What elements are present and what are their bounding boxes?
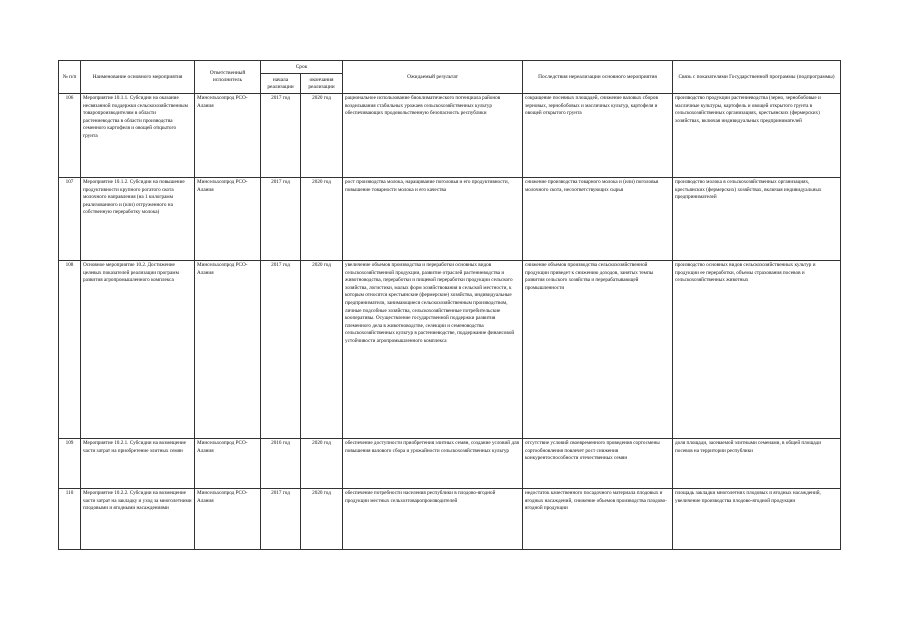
- header-num: № п/п: [59, 61, 81, 94]
- cell-start: 2017 год: [261, 261, 301, 439]
- cell-exec: Минсельхозпрод РСО-Алания: [195, 94, 261, 178]
- cell-start: 2017 год: [261, 94, 301, 178]
- cell-name: Мероприятие 10.2.1. Субсидии на возмещение части затрат на приобретение элитных семян: [81, 439, 195, 489]
- table-row: [59, 261, 841, 439]
- header-consequences: Последствия нереализации основного мероприятия: [523, 61, 673, 94]
- cell-num: 107: [59, 178, 81, 261]
- cell-name: Основное мероприятие 10.2. Достижение целевых показателей реализации программ развития агропромышленного комплекса: [81, 261, 195, 439]
- header-expected: Ожидаемый результат: [343, 61, 523, 94]
- document-page: [58, 60, 840, 550]
- cell-num: 108: [59, 261, 81, 439]
- cell-end: 2020 год: [301, 489, 343, 550]
- cell-exec: Минсельхозпрод РСО-Алания: [195, 178, 261, 261]
- cell-end: 2020 год: [301, 261, 343, 439]
- cell-num: 109: [59, 439, 81, 489]
- table-header-row: [59, 61, 841, 74]
- cell-expected: обеспечение потребности населения республики в плодово-ягодной продукции местных сельхозтоваропроизводителей: [343, 489, 523, 550]
- cell-name: Мероприятие 10.2.2. Субсидии на возмещение части затрат на закладку и уход за многолетними плодовыми и ягодными насаждениями: [81, 489, 195, 550]
- cell-start: 2016 год: [261, 439, 301, 489]
- header-link: Связь с показателями Государственной программы (подпрограммы): [673, 61, 841, 94]
- cell-end: 2020 год: [301, 439, 343, 489]
- cell-link: производство основных видов сельскохозяйственных культур и продукции ее переработки, объемы страхования посевов и сельскохозяйственных животных: [673, 261, 841, 439]
- header-term: Срок: [261, 61, 343, 74]
- cell-name: Мероприятие 10.1.2. Субсидии на повышение продуктивности крупного рогатого скота молочного направления (на 1 килограмм реализованного и (или) отгруженного на собственную переработку молока): [81, 178, 195, 261]
- measures-table: [58, 60, 841, 550]
- cell-consequences: снижение объемов производства сельскохозяйственной продукции приведет к снижению доходов, занятых темпы развития сельского хозяйства и перерабатывающей промышленности: [523, 261, 673, 439]
- header-exec: Ответственный исполнитель: [195, 61, 261, 94]
- cell-exec: Минсельхозпрод РСО-Алания: [195, 439, 261, 489]
- header-end: окончания реализации: [301, 74, 343, 94]
- cell-num: 110: [59, 489, 81, 550]
- cell-end: 2020 год: [301, 178, 343, 261]
- table-row: [59, 489, 841, 550]
- table-row: [59, 178, 841, 261]
- cell-start: 2017 год: [261, 489, 301, 550]
- cell-consequences: снижение производства товарного молока и (или) поголовья молочного скота, несоответствующих сырья: [523, 178, 673, 261]
- header-name: Наименование основного мероприятия: [81, 61, 195, 94]
- table-row: [59, 94, 841, 178]
- cell-consequences: отсутствие условий своевременного проведения сортосмены сортообновления повлечет рост снижения конкурентоспособности отечественных семян: [523, 439, 673, 489]
- cell-link: доля площади, засеваемой элитными семенами, в общей площади посевов на территории республики: [673, 439, 841, 489]
- cell-expected: обеспечение доступности приобретения элитных семян, создание условий для повышения валового сбора и урожайности сельскохозяйственных культур: [343, 439, 523, 489]
- cell-expected: рост производства молока, наращивание поголовья и его продуктивности, повышение товарности молока и его качества: [343, 178, 523, 261]
- cell-expected: рациональное использование биоклиматического потенциала районов возделывания стабильных урожаев сельскохозяйственных культур обеспечивающих продовольственную безопасность республики: [343, 94, 523, 178]
- header-start: начала реализации: [261, 74, 301, 94]
- cell-link: производство продукции растениеводства (зерно, зернобобовые и масличные культуры, картофель и овощей открытого грунта в сельскохозяйственных организациях, крестьянских (фермерских) хозяйствах, включая индивидуальных предпринимателей: [673, 94, 841, 178]
- cell-start: 2017 год: [261, 178, 301, 261]
- cell-expected: увеличение объемов производства и переработки основных видов сельскохозяйственной продукции, развитие отраслей растениеводства и животноводства, переработки и пищевой переработки продукции сельского хозяйства, логистики, малых форм хозяйствования в сельской местности, к которым относятся крестьянские (фермерские) хозяйства, индивидуальные предприниматели, занимающиеся сельскохозяйственным производством, личные подсобные хозяйства, сельскохозяйственные потребительские кооперативы. Осуществление государственной поддержки развития племенного дела в животноводстве, селекции и семеноводства сельскохозяйственных культур в растениеводстве, поддержание финансовой устойчивости агропромышленного комплекса: [343, 261, 523, 439]
- cell-consequences: недостаток качественного посадочного материала плодовых и ягодных насаждений, снижение объемов производства плодово-ягодной продукции: [523, 489, 673, 550]
- cell-exec: Минсельхозпрод РСО-Алания: [195, 489, 261, 550]
- cell-name: Мероприятие 10.1.1. Субсидии на оказание несвязанной поддержки сельскохозяйственным товаропроизводителям в области растениеводства в области производства семенного картофеля и овощей открытого грунта: [81, 94, 195, 178]
- cell-link: площадь закладки многолетних плодовых и ягодных насаждений, увеличение производства плодово-ягодной продукции: [673, 489, 841, 550]
- table-row: [59, 439, 841, 489]
- cell-link: производство молока в сельскохозяйственных организациях, крестьянских (фермерских) хозяйствах, включая индивидуальных предпринимателей: [673, 178, 841, 261]
- cell-consequences: сокращение посевных площадей, снижение валовых сборов зерновых, зернобобовых и масличных культур, картофеля и овощей открытого грунта: [523, 94, 673, 178]
- cell-end: 2020 год: [301, 94, 343, 178]
- cell-exec: Минсельхозпрод РСО-Алания: [195, 261, 261, 439]
- cell-num: 106: [59, 94, 81, 178]
